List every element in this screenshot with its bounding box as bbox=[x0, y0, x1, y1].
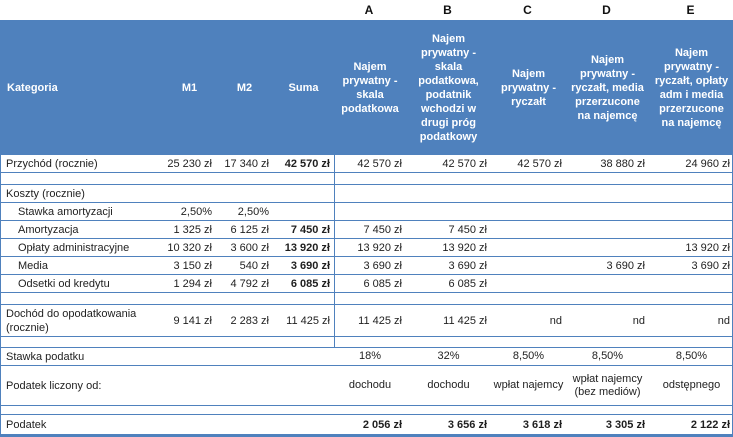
cell-d: nd bbox=[632, 314, 645, 327]
row-stawka-amortyzacji bbox=[1, 203, 732, 221]
cell-b: 7 450 zł bbox=[448, 223, 487, 236]
row-przychod bbox=[1, 155, 732, 173]
separator-row bbox=[1, 293, 732, 305]
separator-row bbox=[1, 337, 732, 348]
cell-b: 3 656 zł bbox=[447, 418, 487, 431]
cell-c: nd bbox=[549, 314, 562, 327]
row-label: Podatek bbox=[6, 418, 47, 431]
cell-d: 38 880 zł bbox=[600, 157, 645, 170]
table-body bbox=[1, 155, 732, 434]
col-header-b: Najem prywatny - skala podatkowa, podatnik wchodzi w drugi próg podatkowy bbox=[418, 32, 479, 143]
col-header-kategoria: Kategoria bbox=[7, 81, 58, 94]
cell-a: 13 920 zł bbox=[334, 239, 406, 256]
column-letter-c: C bbox=[523, 3, 532, 17]
col-header-e: Najem prywatny - ryczałt, opłaty adm i media przerzucone na najemcę bbox=[654, 46, 729, 129]
row-label: Dochód do opodatkowania (rocznie) bbox=[6, 307, 137, 334]
cell-b: 6 085 zł bbox=[448, 277, 487, 290]
cell-e: nd bbox=[717, 314, 730, 327]
row-label: Koszty (rocznie) bbox=[6, 187, 85, 200]
row-label: Podatek liczony od: bbox=[6, 379, 102, 392]
row-odsetki bbox=[1, 275, 732, 293]
row-koszty bbox=[1, 185, 732, 203]
cell-e: odstępnego bbox=[662, 379, 721, 391]
cell-b: 42 570 zł bbox=[442, 157, 487, 170]
cell-d: 3 305 zł bbox=[605, 418, 645, 431]
cell-m2: 2,50% bbox=[237, 205, 269, 218]
cell-b: 11 425 zł bbox=[443, 314, 487, 327]
cell-a: dochodu bbox=[348, 379, 392, 391]
separator-row bbox=[1, 406, 732, 415]
cell-d: wpłat najemcy (bez mediów) bbox=[572, 372, 643, 398]
col-header-m1: M1 bbox=[181, 81, 198, 94]
cell-c: 3 618 zł bbox=[522, 418, 562, 431]
row-oplaty-administracyjne bbox=[1, 239, 732, 257]
cell-a: 6 085 zł bbox=[334, 275, 406, 292]
cell-b: 32% bbox=[437, 350, 460, 362]
column-letter-e: E bbox=[686, 3, 695, 17]
cell-e: 13 920 zł bbox=[685, 241, 730, 254]
cell-m2: 4 792 zł bbox=[230, 277, 269, 290]
cell-suma: 42 570 zł bbox=[284, 157, 330, 170]
cell-c: 42 570 zł bbox=[517, 157, 562, 170]
cell-b: 13 920 zł bbox=[442, 241, 487, 254]
cell-e: 2 122 zł bbox=[690, 418, 730, 431]
row-podatek-liczony-od bbox=[1, 366, 732, 406]
cell-m1: 1 325 zł bbox=[173, 223, 212, 236]
cell-suma: 7 450 zł bbox=[290, 223, 330, 236]
cell-suma: 11 425 zł bbox=[286, 314, 330, 327]
row-label: Przychód (rocznie) bbox=[6, 157, 98, 170]
col-header-m2: M2 bbox=[236, 81, 253, 94]
column-letter-b: B bbox=[443, 3, 452, 17]
cell-m2: 540 zł bbox=[239, 259, 269, 272]
row-amortyzacja bbox=[1, 221, 732, 239]
row-label: Stawka amortyzacji bbox=[18, 205, 113, 218]
row-label: Opłaty administracyjne bbox=[18, 241, 130, 254]
cell-e: 8,50% bbox=[675, 350, 708, 362]
cell-suma: 3 690 zł bbox=[290, 259, 330, 272]
cell-b: dochodu bbox=[427, 379, 470, 391]
cell-c: wpłat najemcy bbox=[493, 379, 564, 391]
cell-m1: 3 150 zł bbox=[173, 259, 212, 272]
separator-row bbox=[1, 173, 732, 185]
column-letter-a: A bbox=[364, 3, 374, 17]
cell-e: 24 960 zł bbox=[685, 157, 730, 170]
cell-b: 3 690 zł bbox=[448, 259, 487, 272]
row-label: Amortyzacja bbox=[18, 223, 79, 236]
row-media bbox=[1, 257, 732, 275]
col-header-c: Najem prywatny - ryczałt bbox=[500, 67, 556, 108]
column-letters-row bbox=[0, 0, 733, 20]
cell-m2: 17 340 zł bbox=[224, 157, 269, 170]
col-header-d: Najem prywatny - ryczałt, media przerzucone na najemcę bbox=[571, 53, 644, 122]
cell-e: 3 690 zł bbox=[691, 259, 730, 272]
cell-m2: 3 600 zł bbox=[230, 241, 269, 254]
cell-d: 3 690 zł bbox=[606, 259, 645, 272]
cell-a: 3 690 zł bbox=[334, 257, 406, 274]
cell-m1: 9 141 zł bbox=[173, 314, 212, 327]
table-header-row bbox=[1, 20, 732, 155]
row-dochod bbox=[1, 305, 732, 337]
row-podatek bbox=[1, 415, 732, 434]
col-header-a: Najem prywatny - skala podatkowa bbox=[341, 60, 399, 115]
cell-m2: 6 125 zł bbox=[230, 223, 269, 236]
row-label: Odsetki od kredytu bbox=[18, 277, 110, 290]
cell-a: 7 450 zł bbox=[334, 221, 406, 238]
cell-m2: 2 283 zł bbox=[230, 314, 269, 327]
cell-m1: 2,50% bbox=[180, 205, 212, 218]
cell-d: 8,50% bbox=[591, 350, 624, 362]
column-letter-d: D bbox=[602, 3, 611, 17]
cell-c: 8,50% bbox=[512, 350, 545, 362]
row-label: Stawka podatku bbox=[6, 350, 85, 363]
row-label: Media bbox=[18, 259, 48, 272]
cell-a: 18% bbox=[358, 350, 382, 362]
cell-a: 42 570 zł bbox=[334, 155, 406, 172]
row-stawka-podatku bbox=[1, 348, 732, 366]
cell-m1: 10 320 zł bbox=[167, 241, 212, 254]
cell-a: 2 056 zł bbox=[362, 418, 402, 431]
table-frame bbox=[0, 20, 733, 437]
cell-m1: 1 294 zł bbox=[173, 277, 212, 290]
cell-a: 11 425 zł bbox=[334, 305, 406, 336]
cell-m1: 25 230 zł bbox=[167, 157, 212, 170]
cell-suma: 6 085 zł bbox=[290, 277, 330, 290]
col-header-suma: Suma bbox=[288, 81, 319, 94]
cell-suma: 13 920 zł bbox=[284, 241, 330, 254]
